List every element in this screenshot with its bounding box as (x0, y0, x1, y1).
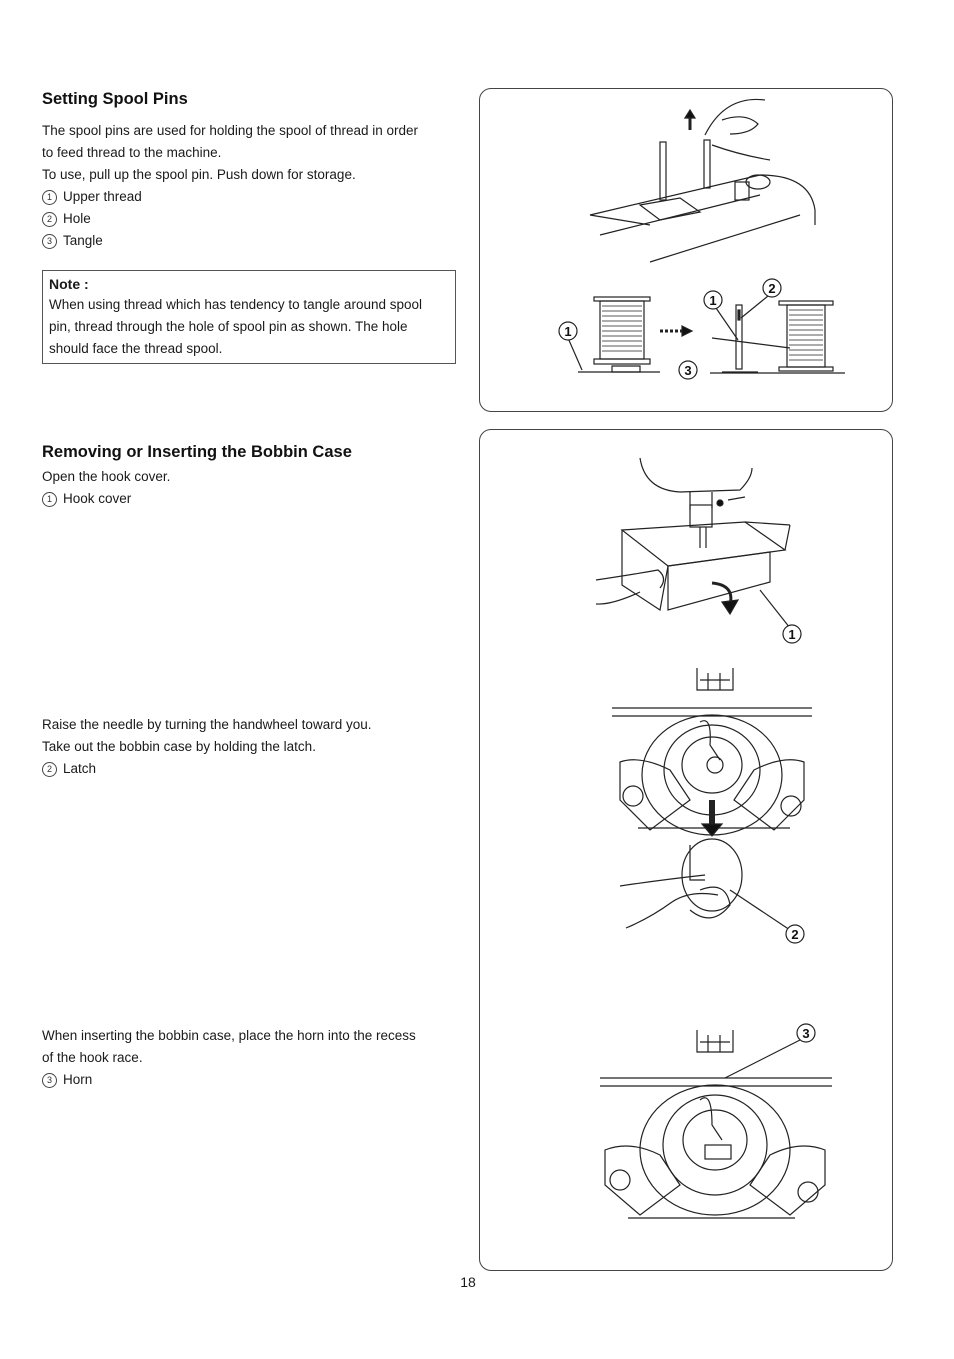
callout-1-spool-right (704, 291, 722, 309)
spool-line: To use, pull up the spool pin. Push down for storage. (42, 167, 356, 182)
svg-text:1: 1 (788, 627, 796, 642)
section-title-bobbin-case: Removing or Inserting the Bobbin Case (42, 443, 352, 461)
section-title-spool-pins: Setting Spool Pins (42, 90, 188, 108)
callout-1-hook-cover (783, 625, 801, 643)
list-item-tangle: 3 Tangle (42, 230, 462, 252)
svg-text:2: 2 (791, 927, 799, 942)
callout-2-latch (786, 925, 804, 943)
svg-text:1: 1 (564, 324, 572, 339)
note-line: should face the thread spool. (49, 341, 223, 356)
list-item-hook-cover: 1 Hook cover (42, 488, 462, 510)
callout-3-spool (679, 361, 697, 379)
svg-text:3: 3 (684, 363, 692, 378)
step-line: Take out the bobbin case by holding the latch. (42, 739, 316, 754)
page-number: 18 (460, 1274, 476, 1290)
callout-1-spool-left (559, 322, 577, 340)
circled-number: 2 (42, 762, 57, 777)
note-title: Note : (49, 276, 89, 292)
circled-number: 2 (42, 212, 57, 227)
circled-number: 1 (42, 492, 57, 507)
spool-line: The spool pins are used for holding the spool of thread in order (42, 123, 418, 138)
spool-line: to feed thread to the machine. (42, 145, 222, 160)
list-item-horn: 3 Horn (42, 1069, 462, 1091)
svg-text:1: 1 (709, 293, 717, 308)
svg-text:3: 3 (802, 1026, 810, 1041)
svg-text:2: 2 (768, 281, 776, 296)
note-line: When using thread which has tendency to tangle around spool (49, 297, 422, 312)
step-line: of the hook race. (42, 1050, 143, 1065)
note-line: pin, thread through the hole of spool pin as shown. The hole (49, 319, 408, 334)
circled-number: 3 (42, 1073, 57, 1088)
step-line: Raise the needle by turning the handwheel toward you. (42, 717, 372, 732)
list-item-upper-thread: 1 Upper thread (42, 186, 462, 208)
callout-2-spool (763, 279, 781, 297)
callout-3-horn (797, 1024, 815, 1042)
step-line: When inserting the bobbin case, place the horn into the recess (42, 1028, 416, 1043)
list-item-hole: 2 Hole (42, 208, 462, 230)
circled-number: 3 (42, 234, 57, 249)
list-item-latch: 2 Latch (42, 758, 462, 780)
circled-number: 1 (42, 190, 57, 205)
step-line: Open the hook cover. (42, 469, 171, 484)
